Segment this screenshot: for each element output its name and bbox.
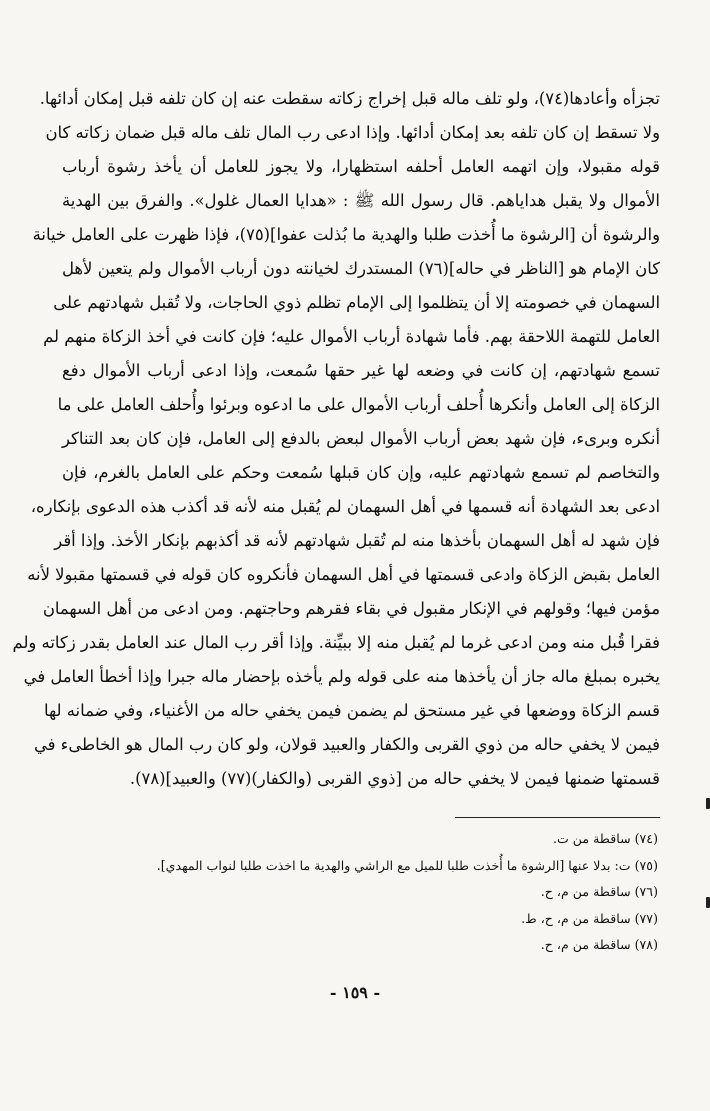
scan-edge-mark: [706, 897, 710, 908]
text-line: فقرا قُبل منه ومن ادعى غرما لم يُقبل منه إلا ببيِّنة. وإذا أقر رب المال عند العامل بقدر زكاته ولم: [12, 633, 660, 652]
text-line: الزكاة إلى العامل وأنكرها أُحلف أرباب الأموال على ما ادعوه وبرئوا وأُحلف العامل على ما: [57, 395, 660, 414]
text-line: أنكره وبرىء، فإن شهد بعض أرباب الأموال لبعض بالدفع إلى العامل، فإن كان بعد التناكر: [62, 429, 660, 448]
footnotes: [58, 826, 658, 959]
footnote: (٧٧) ساقطة من م، ح، ط.: [521, 910, 658, 926]
scan-edge-mark: [706, 798, 710, 809]
page-number: - ١٥٩ -: [329, 983, 381, 1002]
text-line: قسمتها ضمنها فيمن لا يخفي حاله من [ذوي القربى (والكفار)(٧٧) والعبيد](٧٨).: [129, 769, 660, 788]
main-text: [12, 82, 661, 796]
text-line: الأموال ولا يقبل هداياهم. قال رسول الله ﷺ : «هدايا العمال غلول». والفرق بين الهدية: [62, 191, 660, 210]
text-line: كان الإمام هو [الناظر في حاله](٧٦) المستدرك لخيانته دون أرباب الأموال ولم يتعين لأهل: [62, 259, 661, 278]
text-line: يخبره بمبلغ ماله جاز أن يأخذها منه على قوله ولم يأخذه بإحضار ماله جبرا وإذا أخطأ العامل في: [23, 667, 660, 686]
footnote: (٧٦) ساقطة من م، ح.: [540, 884, 658, 899]
footnote: (٧٤) ساقطة من ت.: [552, 831, 658, 846]
footnote-divider: [455, 817, 660, 818]
text-line: مؤمن فيها؛ وقولهم في الإنكار مقبول في بقاء فقرهم وحاجتهم. ومن ادعى من أهل السهمان: [42, 599, 660, 618]
text-line: قسم الزكاة ووضعها في غير مستحق لم يضمن فيمن يخفي حاله من الأغنياء، وفي ضمانه لها: [43, 701, 660, 720]
text-line: تسمع شهادتهم، إن كانت في وضعه لها غير حقها سُمعت، وإذا ادعى أرباب الأموال دفع: [62, 361, 660, 380]
footnote: (٧٨) ساقطة من م، ح.: [540, 937, 658, 952]
text-line: قوله مقبولا، وإن اتهمه العامل أحلفه استظهارا، ولا يجوز للعامل أن يأخذ رشوة أرباب: [62, 157, 660, 176]
text-line: والرشوة أن [الرشوة ما أُخذت طلبا والهدية ما بُذلت عفوا](٧٥)، فإذا ظهرت على العامل خيانة: [32, 225, 660, 244]
text-line: ادعى بعد الشهادة أنه قسمها في أهل السهمان لم يُقبل منه لأنه قد أكذب هذه الدعوى بإنكاره،: [30, 497, 660, 516]
text-line: والتخاصم لم تسمع شهادتهم عليه، وإن كان قبلها سُمعت وحكم على العامل بالغرم، فإن: [62, 463, 660, 482]
text-line: تجزأه وأعادها(٧٤)، ولو تلف ماله قبل إخراج زكاته سقطت عنه إن كان تلفه قبل إمكان أدائها.: [39, 89, 660, 108]
text-line: العامل للتهمة اللاحقة بهم. فأما شهادة أرباب الأموال عليه؛ فإن كانت في أخذ الزكاة منهم لم: [43, 327, 660, 346]
text-line: السهمان في خصومته إلا أن يتظلموا إلى الإمام تظلم ذوي الحاجات، ولا تُقبل شهادتهم على: [53, 293, 660, 312]
text-line: العامل بقبض الزكاة وادعى قسمتها في أهل السهمان فأنكروه كان قوله في قسمتها مقبولا لأنه: [27, 565, 660, 584]
text-line: فإن شهد له أهل السهمان بأخذها منه لم تُقبل شهادتهم لأنه قد أكذبهم بإنكار الأخذ. وإذا أقر: [54, 531, 660, 550]
text-line: ولا تسقط إن كان تلفه بعد إمكان أدائها. وإذا ادعى رب المال تلف ماله قبل ضمان زكاته كان: [45, 123, 660, 142]
footnote: (٧٥) ت: بدلا عنها [الرشوة ما أُخذت طلبا للميل مع الراشي والهدية ما اخذت طلبا لنواب المهدي].: [156, 857, 658, 873]
text-line: فيمن لا يخفي حاله من ذوي القربى والكفار والعبيد قولان، ولو كان رب المال هو الخاطىء في: [33, 735, 660, 754]
